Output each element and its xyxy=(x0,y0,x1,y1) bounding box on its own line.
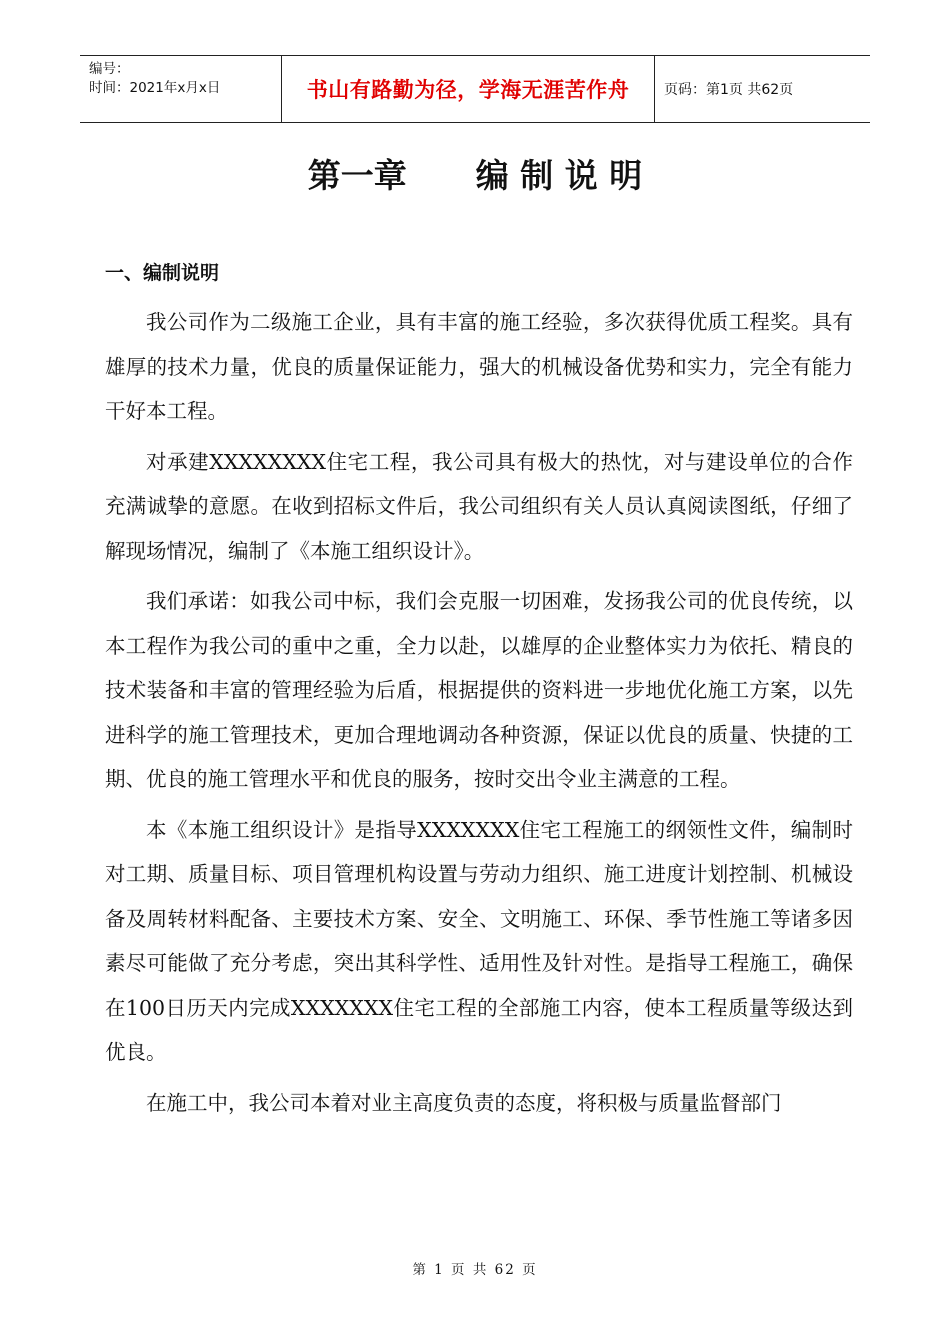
header-motto xyxy=(281,56,655,122)
header-page-code xyxy=(655,56,870,122)
paragraph: 在施工中，我公司本着对业主高度负责的态度，将积极与质量监督部门 xyxy=(146,1090,782,1115)
motto-text: 书山有路勤为径，学海无涯苦作舟 xyxy=(306,78,630,102)
paragraph: 本《本施工组织设计》是指导XXXXXXX住宅工程施工的纲领性文件，编制时对工期、质量目标、项目管理机构设置与劳动力组织、施工进度计划控制、机械设备及周转材料配备、主要技术方案、安全、文明施工、环保、季节性施工等诸多因素尽可能做了充分考虑，突出其科学性、适用性及针对性。是指导工程施工，确保在100日历天内完成XXXXXXX住宅工程的全部施工内容，使本工程质量等级达到优良。 xyxy=(105,817,853,1064)
section-heading: 一、编制说明 xyxy=(105,262,220,284)
page-footer: 第 1 页 共 62 页 xyxy=(412,1262,538,1278)
paragraph: 我公司作为二级施工企业，具有丰富的施工经验，多次获得优质工程奖。具有雄厚的技术力量，优良的质量保证能力，强大的机械设备优势和实力，完全有能力干好本工程。 xyxy=(105,310,853,423)
page-code-text: 页码：第1页 共62页 xyxy=(664,82,794,98)
paragraph: 我们承诺：如我公司中标，我们会克服一切困难，发扬我公司的优良传统，以本工程作为我公司的重中之重，全力以赴，以雄厚的企业整体实力为依托、精良的技术装备和丰富的管理经验为后盾，根据提供的资料进一步地优化施工方案，以先进科学的施工管理技术，更加合理地调动各种资源，保证以优良的质量、快捷的工期、优良的施工管理水平和优良的服务，按时交出令业主满意的工程。 xyxy=(105,589,853,791)
header-meta xyxy=(80,56,281,122)
document-number-label: 编号： xyxy=(89,61,130,77)
paragraph: 对承建XXXXXXXX住宅工程，我公司具有极大的热忱，对与建设单位的合作充满诚挚的意愿。在收到招标文件后，我公司组织有关人员认真阅读图纸，仔细了解现场情况，编制了《本施工组织设计》。 xyxy=(105,449,853,563)
document-header xyxy=(80,55,870,123)
body-text xyxy=(105,300,853,1131)
document-date: 时间：2021年x月x日 xyxy=(89,80,221,96)
chapter-title: 第一章 编 制 说 明 xyxy=(307,156,643,195)
